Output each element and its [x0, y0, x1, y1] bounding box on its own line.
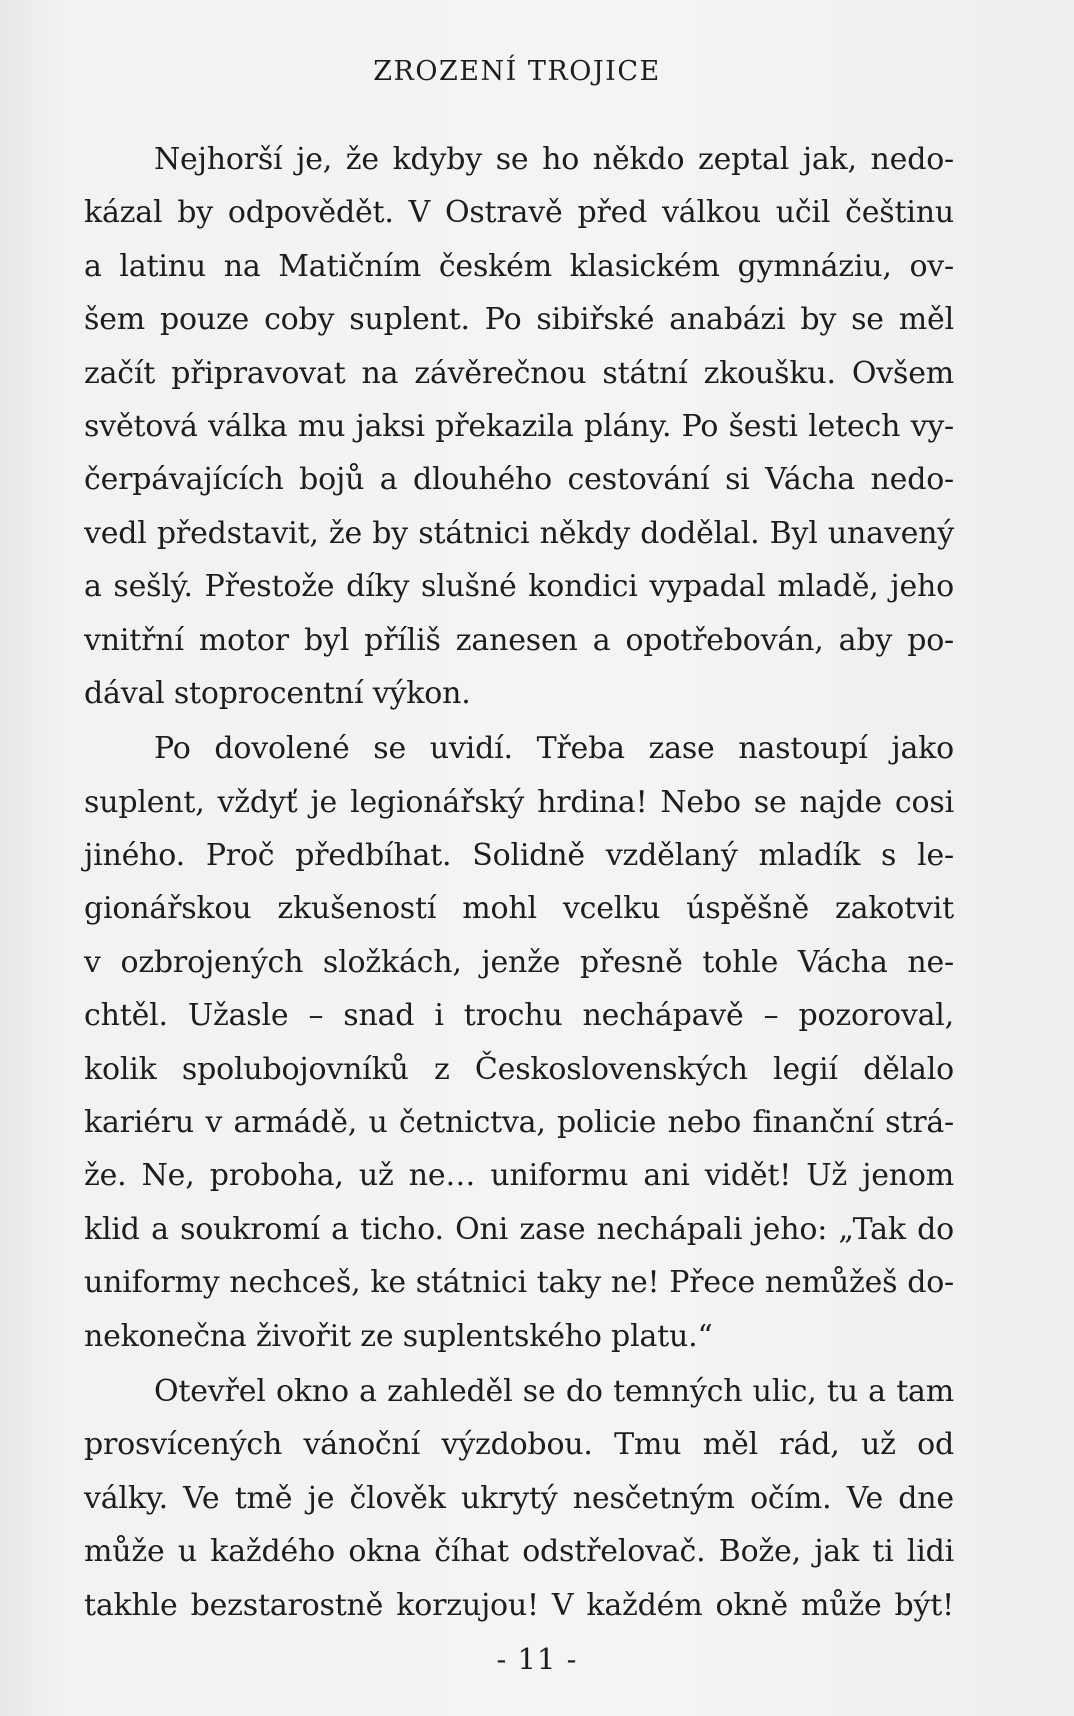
text-line: dával stoprocentní výkon.: [84, 675, 471, 711]
body-text: [84, 133, 954, 1632]
text-line: Nejhorší je, že kdyby se ho někdo zeptal jak, nedo-: [154, 142, 954, 177]
text-line: že. Ne, proboha, už ne… uniformu ani vidět! Už jenom: [84, 1158, 954, 1194]
text-line: kolik spolubojovníků z Československých legií dělalo: [84, 1051, 954, 1087]
text-line: šem pouze coby suplent. Po sibiřské anabázi by se měl: [84, 302, 954, 338]
text-line: nekonečna živořit ze suplentského platu.“: [84, 1318, 713, 1354]
text-line: a sešlý. Přestože díky slušné kondici vypadal mladě, jeho: [84, 569, 954, 605]
text-line: v ozbrojených složkách, jenže přesně tohle Vácha ne-: [84, 944, 954, 980]
text-line: kázal by odpovědět. V Ostravě před válkou učil češtinu: [84, 195, 954, 231]
running-head: ZROZENÍ TROJICE: [373, 56, 661, 87]
page-number: - 11 -: [496, 1642, 578, 1676]
text-line: čerpávajících bojů a dlouhého cestování si Vácha nedo-: [84, 462, 954, 498]
text-line: gionářskou zkušeností mohl vcelku úspěšně zakotvit: [84, 891, 954, 927]
text-line: Po dovolené se uvidí. Třeba zase nastoupí jako: [154, 731, 954, 767]
text-line: takhle bezstarostně korzujou! V každém okně může být!: [84, 1587, 954, 1623]
text-line: může u každého okna číhat odstřelovač. Bože, jak ti lidi: [84, 1534, 954, 1570]
text-line: prosvícených vánoční výzdobou. Tmu měl rád, už od: [84, 1427, 954, 1463]
text-line: kariéru v armádě, u četnictva, policie nebo finanční strá-: [84, 1105, 954, 1141]
text-line: a latinu na Matičním českém klasickém gymnáziu, ov-: [84, 248, 954, 284]
text-line: klid a soukromí a ticho. Oni zase nechápali jeho: „Tak do: [84, 1211, 954, 1247]
text-line: suplent, vždyť je legionářský hrdina! Nebo se najde cosi: [84, 784, 954, 820]
text-line: chtěl. Užasle – snad i trochu nechápavě – pozoroval,: [84, 998, 954, 1034]
text-line: začít připravovat na závěrečnou státní zkoušku. Ovšem: [84, 355, 954, 391]
text-line: uniformy nechceš, ke státnici taky ne! Přece nemůžeš do-: [84, 1265, 954, 1301]
text-line: války. Ve tmě je člověk ukrytý nesčetným očím. Ve dne: [84, 1480, 954, 1516]
text-line: vedl představit, že by státnici někdy dodělal. Byl unavený: [84, 515, 954, 551]
text-line: Otevřel okno a zahleděl se do temných ulic, tu a tam: [154, 1373, 954, 1409]
text-line: světová válka mu jaksi překazila plány. Po šesti letech vy-: [84, 408, 954, 444]
text-line: jiného. Proč předbíhat. Solidně vzdělaný mladík s le-: [84, 838, 954, 874]
text-line: vnitřní motor byl příliš zanesen a opotřebován, aby po-: [84, 622, 954, 658]
